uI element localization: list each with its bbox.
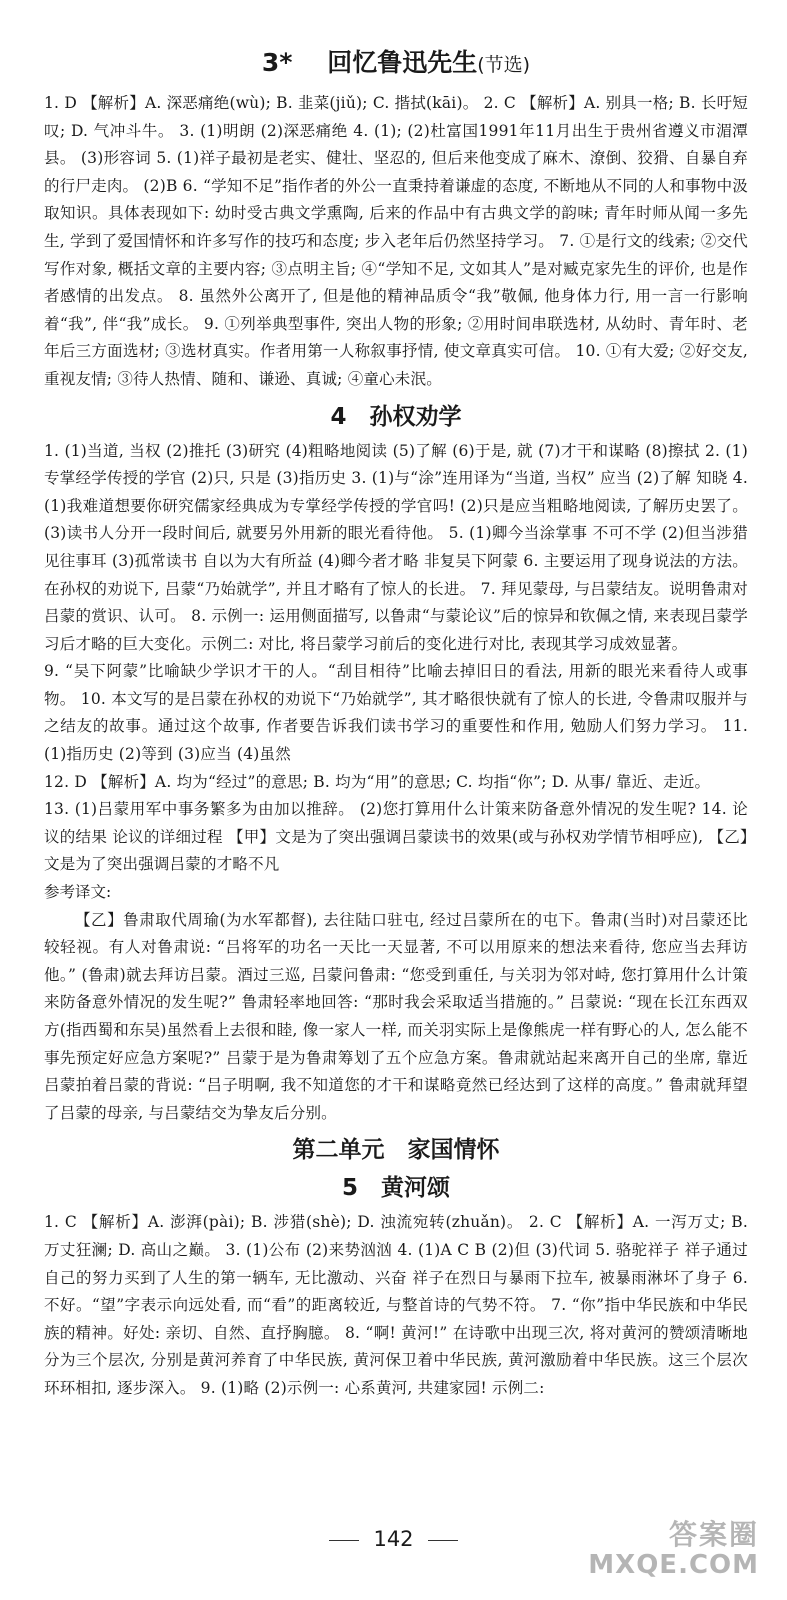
section-4-answers-9-11: 9. “吴下阿蒙”比喻缺少学识才干的人。“刮目相待”比喻去掉旧日的看法, 用新的眼光来看待人或事物。 10. 本文写的是吕蒙在孙权的劝说下“乃始就学”, 其才略很快就有了惊人的长进, 令鲁肃叹服并与之结友的故事。通过这个故事, 作者要告诉我们读书学习的重要性和作用, 勉励人们努力学习。 11. (1)指历史 (2)等到 (3)应当 (4)虽然: [44, 662, 748, 764]
watermark-logo-text: 答案圈: [668, 1518, 759, 1551]
section-4-answer-12: 12. D 【解析】A. 均为“经过”的意思; B. 均为“用”的意思; C. 均指“你”; D. 从事/ 靠近、走近。: [44, 772, 711, 791]
section-3-title: [44, 46, 748, 82]
section-4-answers: 1. (1)当道, 当权 (2)推托 (3)研究 (4)粗略地阅读 (5)了解 (6)于是, 就 (7)才干和谋略 (8)擦拭 2. (1)专掌经学传授的学官 (2)只, 只是 (3)指历史 3. (1)与“涂”连用译为“当道, 当权” 应当 (2)了解 知晓 4. (1)我难道想要你研究儒家经典成为专掌经学传授的学官吗! (2)只是应当粗略地阅读, 了解历史罢了。 (3)读书人分开一段时间后, 就要另外用新的眼光看待他。 5. (1)卿今当涂掌事 不可不学 (2)但当涉猎 见往事耳 (3)孤常读书 自以为大有所益 (4)卿今者才略 非复吴下阿蒙 6. 主要运用了现身说法的方法。在孙权的劝说下, 吕蒙“乃始就学”, 并且才略有了惊人的长进。 7. 拜见蒙母, 与吕蒙结友。说明鲁肃对吕蒙的赏识、认可。 8. 示例一: 运用侧面描写, 以鲁肃“与蒙论议”后的惊异和钦佩之情, 来表现吕蒙学习后才略的巨大变化。示例二: 对比, 将吕蒙学习前后的变化进行对比, 表现其学习成效显著。: [44, 441, 748, 653]
section-4-title: 4 孙权劝学: [330, 403, 462, 430]
section-3-answers: 1. D 【解析】A. 深恶痛绝(wù); B. 韭菜(jiǔ); C. 揩拭(kāi)。 2. C 【解析】A. 别具一格; B. 长吁短叹; D. 气冲斗牛。 3. (1)明朗 (2)深恶痛绝 4. (1); (2)杜富国1991年11月出生于贵州省遵义市湄潭县。 (3)形容词 5. (1)祥子最初是老实、健壮、坚忍的, 但后来他变成了麻木、潦倒、狡猾、自暴自弃的行尸走肉。 (2)B 6. “学知不足”指作者的外公一直秉持着谦虚的态度, 不断地从不同的人和事物中汲取知识。具体表现如下: 幼时受古典文学熏陶, 后来的作品中有古典文学的韵味; 青年时师从闻一多先生, 学到了爱国情怀和许多写作的技巧和态度; 步入老年后仍然坚持学习。 7. ①是行文的线索; ②交代写作对象, 概括文章的主要内容; ③点明主旨; ④“学知不足, 文如其人”是对臧克家先生的评价, 也是作者感情的出发点。 8. 虽然外公离开了, 但是他的精神品质令“我”敬佩, 他身体力行, 用一言一行影响着“我”, 伴“我”成长。 9. ①列举典型事件, 突出人物的形象; ②用时间串联选材, 从幼时、青年时、老年后三方面选材; ③选材真实。作者用第一人称叙事抒情, 使文章真实可信。 10. ①有大爱; ②好交友, 重视友情; ③待人热情、随和、谦逊、真诚; ④童心未泯。: [44, 94, 748, 388]
section-5-title: 5 黄河颂: [341, 1175, 450, 1202]
page-number-text: 142: [373, 1527, 414, 1551]
unit-2-title: 第二单元 家国情怀: [292, 1137, 500, 1164]
answer-page: [44, 46, 748, 1403]
section-4-answers-13-14: 13. (1)吕蒙用军中事务繁多为由加以推辞。 (2)您打算用什么计策来防备意外情况的发生呢? 14. 论议的结果 论议的详细过程 【甲】文是为了突出强调吕蒙读书的效果(或与孙权劝学情节相呼应), 【乙】文是为了突出强调吕蒙的才略不凡: [44, 800, 748, 874]
reference-translation: 【乙】鲁肃取代周瑜(为水军都督), 去往陆口驻屯, 经过吕蒙所在的屯下。鲁肃(当时)对吕蒙还比较轻视。有人对鲁肃说: “吕将军的功名一天比一天显著, 不可以用原来的想法来看待, 您应当去拜访他。” (鲁肃)就去拜访吕蒙。酒过三巡, 吕蒙问鲁肃: “您受到重任, 与关羽为邻对峙, 您打算用什么计策来防备意外情况的发生呢?” 鲁肃轻率地回答: “那时我会采取适当措施的。” 吕蒙说: “现在长江东西双方(指西蜀和东吴)虽然看上去很和睦, 像一家人一样, 而关羽实际上是像熊虎一样有野心的人, 怎么能不事先预定好应急方案呢?” 吕蒙于是为鲁肃筹划了五个应急方案。鲁肃就站起来离开自己的坐席, 靠近吕蒙拍着吕蒙的背说: “吕子明啊, 我不知道您的才干和谋略竟然已经达到了这样的高度。” 鲁肃就拜望了吕蒙的母亲, 与吕蒙结交为挚友后分别。: [44, 910, 748, 1122]
section-5-answers: 1. C 【解析】A. 澎湃(pài); B. 涉猎(shè); D. 浊流宛转(zhuǎn)。 2. C 【解析】A. 一泻万丈; B. 万丈狂澜; D. 高山之巅。 3. (1)公布 (2)来势汹汹 4. (1)A C B (2)但 (3)代词 5. 骆驼祥子 祥子通过自己的努力买到了人生的第一辆车, 无比激动、兴奋 祥子在烈日与暴雨下拉车, 被暴雨淋坏了身子 6. 不好。“望”字表示向远处看, 而“看”的距离较近, 与整首诗的气势不符。 7. “你”指中华民族和中华民族的精神。好处: 亲切、自然、直抒胸臆。 8. “啊! 黄河!” 在诗歌中出现三次, 将对黄河的赞颂清晰地分为三个层次, 分别是黄河养育了中华民族, 黄河保卫着中华民族, 黄河激励着中华民族。这三个层次环环相扣, 逐步深入。 9. (1)略 (2)示例一: 心系黄河, 共建家园! 示例二:: [44, 1213, 748, 1397]
site-watermark: [588, 1520, 759, 1580]
page-number-right-dash: [428, 1540, 458, 1541]
page-number-left-dash: [329, 1540, 359, 1541]
watermark-url: MXQE.COM: [588, 1550, 759, 1580]
translation-label: 参考译文:: [44, 883, 112, 902]
section-3-title-note: (节选): [477, 54, 531, 76]
section-3-title-text: 回忆鲁迅先生: [327, 48, 478, 77]
section-3-number: 3*: [261, 48, 293, 77]
